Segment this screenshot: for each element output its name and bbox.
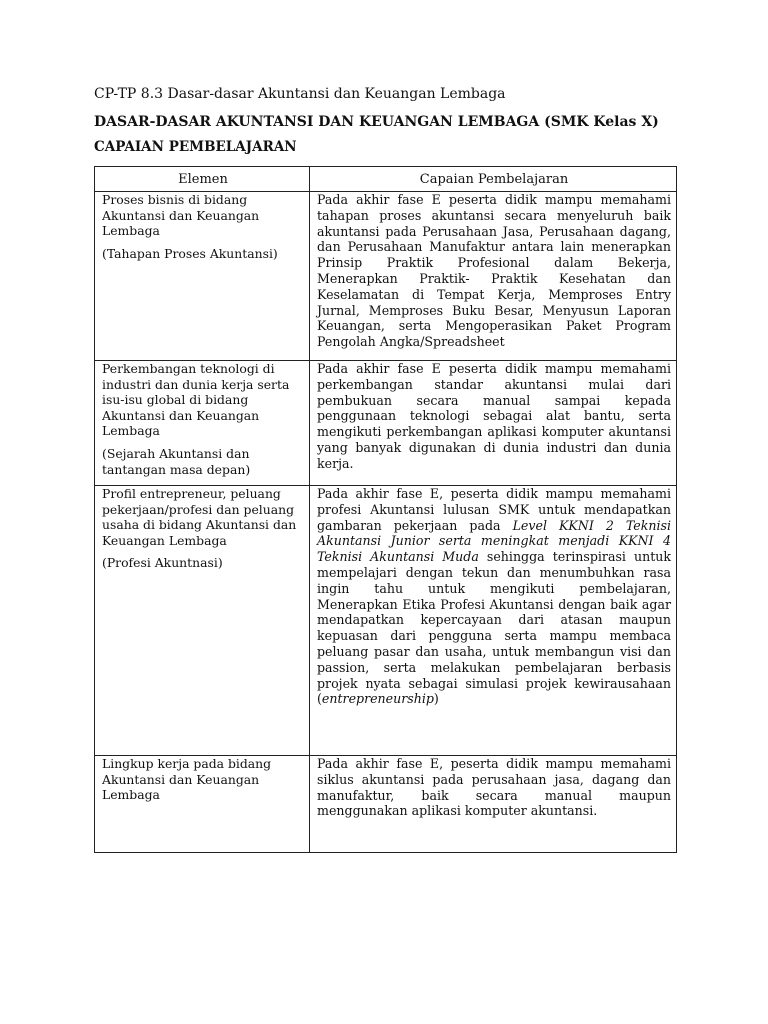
capaian-text-part: sehingga terinspirasi untuk mempelajari dengan tekun dan menumbuhkan rasa ingin tahu untuk mengikuti pembelajaran, Menerapkan Etika Profesi Akuntansi dengan baik agar mendapatkan kepercayaan dari atasan maupun kepuasan dari pengguna serta mampu membaca peluang pasar dan usaha, untuk membangun visi dan passion, serta melakukan pembelajaran berbasis projek nyata sebagai simulasi projek kewirausahaan ( (317, 549, 671, 707)
elemen-cell (95, 756, 310, 853)
elemen-note: (Sejarah Akuntansi dan tantangan masa depan) (102, 445, 251, 477)
capaian-cell (310, 192, 677, 361)
document-title: DASAR-DASAR AKUNTANSI DAN KEUANGAN LEMBAGA (SMK Kelas X) (94, 114, 659, 130)
capaian-text: Pada akhir fase E, peserta didik mampu memahami siklus akuntansi pada perusahaan jasa, dagang dan manufaktur, baik secara manual maupun menggunakan aplikasi komputer akuntansi. (317, 756, 671, 819)
capaian-text-part: ) (433, 691, 439, 707)
document-code-line: CP-TP 8.3 Dasar-dasar Akuntansi dan Keuangan Lembaga (94, 86, 506, 102)
capaian-text-part: Pada akhir fase E, peserta didik mampu memahami profesi Akuntansi lulusan SMK untuk mendapatkan gambaran pekerjaan pada (317, 486, 671, 533)
elemen-note: (Profesi Akuntnasi) (102, 555, 223, 571)
capaian-italic-level: Level KKNI 2 Teknisi Akuntansi Junior serta meningkat menjadi KKNI 4 Teknisi Akuntansi Muda (317, 517, 671, 565)
elemen-cell (95, 192, 310, 361)
header-capaian: Capaian Pembelajaran (310, 167, 677, 192)
capaian-cell (310, 756, 677, 853)
capaian-table (94, 166, 677, 853)
capaian-text: Pada akhir fase E peserta didik mampu memahami perkembangan standar akuntansi mulai dari pembukuan secara manual sampai kepada penggunaan teknologi sebagai alat bantu, serta mengikuti perkembangan aplikasi komputer akuntansi yang banyak digunakan di dunia industri dan dunia kerja. (317, 361, 671, 471)
table-row (95, 361, 677, 486)
table-header-row (95, 167, 677, 192)
capaian-cell (310, 361, 677, 486)
elemen-text: Lingkup kerja pada bidang Akuntansi dan Keuangan Lembaga (102, 756, 272, 803)
elemen-cell (95, 486, 310, 756)
elemen-note: (Tahapan Proses Akuntansi) (102, 245, 278, 261)
section-heading: CAPAIAN PEMBELAJARAN (94, 139, 297, 155)
capaian-text (317, 486, 671, 707)
header-elemen: Elemen (95, 167, 310, 192)
capaian-italic-term: entrepreneurship (321, 691, 434, 707)
table-row (95, 756, 677, 853)
table-row (95, 192, 677, 361)
elemen-cell (95, 361, 310, 486)
table-row (95, 486, 677, 756)
elemen-text: Perkembangan teknologi di industri dan dunia kerja serta isu-isu global di bidang Akuntansi dan Keuangan Lembaga (102, 361, 290, 439)
elemen-text: Proses bisnis di bidang Akuntansi dan Keuangan Lembaga (102, 192, 260, 239)
capaian-text: Pada akhir fase E peserta didik mampu memahami tahapan proses akuntansi secara menyeluruh baik akuntansi pada Perusahaan Jasa, Perusahaan dagang, dan Perusahaan Manufaktur antara lain menerapkan Prinsip Praktik Profesional dalam Bekerja, Menerapkan Praktik- Praktik Kesehatan dan Keselamatan di Tempat Kerja, Memproses Entry Jurnal, Memproses Buku Besar, Menyusun Laporan Keuangan, serta Mengoperasikan Paket Program Pengolah Angka/Spreadsheet (317, 192, 671, 350)
capaian-cell (310, 486, 677, 756)
elemen-text: Profil entrepreneur, peluang pekerjaan/profesi dan peluang usaha di bidang Akuntansi dan Keuangan Lembaga (102, 486, 297, 548)
